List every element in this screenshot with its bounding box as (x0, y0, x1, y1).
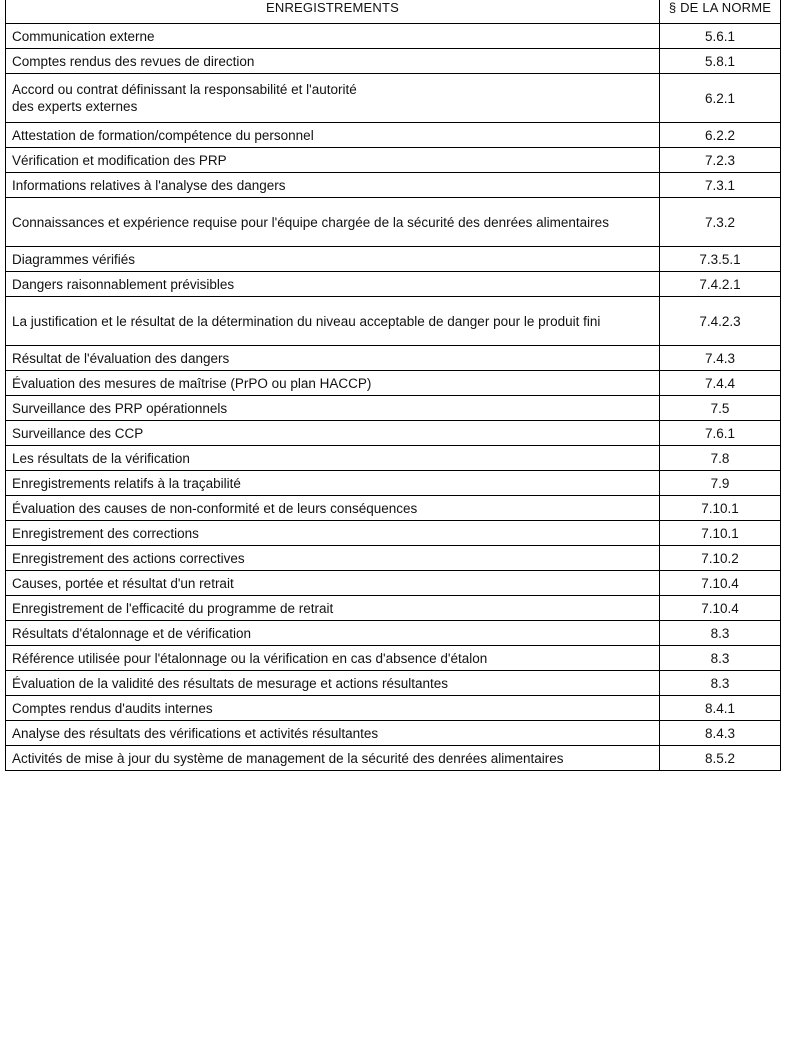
record-cell: Résultats d'étalonnage et de vérification (6, 621, 660, 646)
table-row (6, 721, 781, 746)
clause-cell: 7.10.4 (660, 596, 781, 621)
record-cell: Attestation de formation/compétence du personnel (6, 123, 660, 148)
clause-cell: 7.4.2.3 (660, 297, 781, 346)
record-cell: Vérification et modification des PRP (6, 148, 660, 173)
clause-cell: 7.4.4 (660, 371, 781, 396)
header-clause: § DE LA NORME (660, 0, 781, 24)
table-row (6, 421, 781, 446)
clause-cell: 7.6.1 (660, 421, 781, 446)
table-row (6, 148, 781, 173)
table-row (6, 596, 781, 621)
table-row (6, 247, 781, 272)
record-cell: Évaluation des causes de non-conformité et de leurs conséquences (6, 496, 660, 521)
clause-cell: 7.8 (660, 446, 781, 471)
clause-cell: 7.5 (660, 396, 781, 421)
clause-cell: 7.10.2 (660, 546, 781, 571)
record-cell: Les résultats de la vérification (6, 446, 660, 471)
clause-cell: 8.3 (660, 621, 781, 646)
clause-cell: 5.6.1 (660, 24, 781, 49)
record-cell: Informations relatives à l'analyse des dangers (6, 173, 660, 198)
clause-cell: 7.10.1 (660, 496, 781, 521)
record-cell: Évaluation des mesures de maîtrise (PrPO ou plan HACCP) (6, 371, 660, 396)
header-records: ENREGISTREMENTS (6, 0, 660, 24)
table-row (6, 521, 781, 546)
table-row (6, 74, 781, 123)
table-row (6, 173, 781, 198)
table-row (6, 24, 781, 49)
table-row (6, 471, 781, 496)
table-row (6, 123, 781, 148)
clause-cell: 7.10.4 (660, 571, 781, 596)
clause-cell: 7.4.3 (660, 346, 781, 371)
table-row (6, 571, 781, 596)
clause-cell: 5.8.1 (660, 49, 781, 74)
table-row (6, 198, 781, 247)
clause-cell: 8.3 (660, 646, 781, 671)
table-row (6, 496, 781, 521)
record-cell (6, 74, 660, 123)
clause-cell: 7.10.1 (660, 521, 781, 546)
table-row (6, 621, 781, 646)
table-row (6, 272, 781, 297)
record-cell: Comptes rendus d'audits internes (6, 696, 660, 721)
record-cell: Référence utilisée pour l'étalonnage ou la vérification en cas d'absence d'étalon (6, 646, 660, 671)
record-line: des experts externes (12, 99, 138, 114)
record-cell: Évaluation de la validité des résultats de mesurage et actions résultantes (6, 671, 660, 696)
record-cell: Diagrammes vérifiés (6, 247, 660, 272)
record-cell: Activités de mise à jour du système de management de la sécurité des denrées alimentaires (6, 746, 660, 771)
header-row (6, 0, 781, 24)
record-cell: Surveillance des PRP opérationnels (6, 396, 660, 421)
table-row (6, 49, 781, 74)
clause-cell: 7.4.2.1 (660, 272, 781, 297)
record-cell: Causes, portée et résultat d'un retrait (6, 571, 660, 596)
record-cell: Communication externe (6, 24, 660, 49)
record-line: Accord ou contrat définissant la responsabilité et l'autorité (12, 82, 357, 97)
record-cell: Enregistrement des actions correctives (6, 546, 660, 571)
clause-cell: 8.5.2 (660, 746, 781, 771)
clause-cell: 8.3 (660, 671, 781, 696)
clause-cell: 6.2.1 (660, 74, 781, 123)
record-cell: Enregistrement des corrections (6, 521, 660, 546)
table-row (6, 297, 781, 346)
records-table (5, 0, 781, 771)
clause-cell: 7.9 (660, 471, 781, 496)
table-row (6, 546, 781, 571)
record-cell: Connaissances et expérience requise pour l'équipe chargée de la sécurité des denrées alimentaires (6, 198, 660, 247)
record-cell: Enregistrement de l'efficacité du programme de retrait (6, 596, 660, 621)
table-row (6, 346, 781, 371)
table-row (6, 396, 781, 421)
record-cell: Comptes rendus des revues de direction (6, 49, 660, 74)
record-cell: Analyse des résultats des vérifications et activités résultantes (6, 721, 660, 746)
table-row (6, 371, 781, 396)
clause-cell: 8.4.1 (660, 696, 781, 721)
table-row (6, 671, 781, 696)
clause-cell: 7.3.1 (660, 173, 781, 198)
table-row (6, 696, 781, 721)
record-cell: Enregistrements relatifs à la traçabilité (6, 471, 660, 496)
clause-cell: 8.4.3 (660, 721, 781, 746)
table-row (6, 446, 781, 471)
clause-cell: 6.2.2 (660, 123, 781, 148)
table-row (6, 746, 781, 771)
record-cell: Surveillance des CCP (6, 421, 660, 446)
clause-cell: 7.3.2 (660, 198, 781, 247)
clause-cell: 7.3.5.1 (660, 247, 781, 272)
table-row (6, 646, 781, 671)
record-cell: Dangers raisonnablement prévisibles (6, 272, 660, 297)
record-cell: La justification et le résultat de la détermination du niveau acceptable de danger pour le produit fini (6, 297, 660, 346)
record-cell: Résultat de l'évaluation des dangers (6, 346, 660, 371)
table-body (6, 24, 781, 771)
clause-cell: 7.2.3 (660, 148, 781, 173)
